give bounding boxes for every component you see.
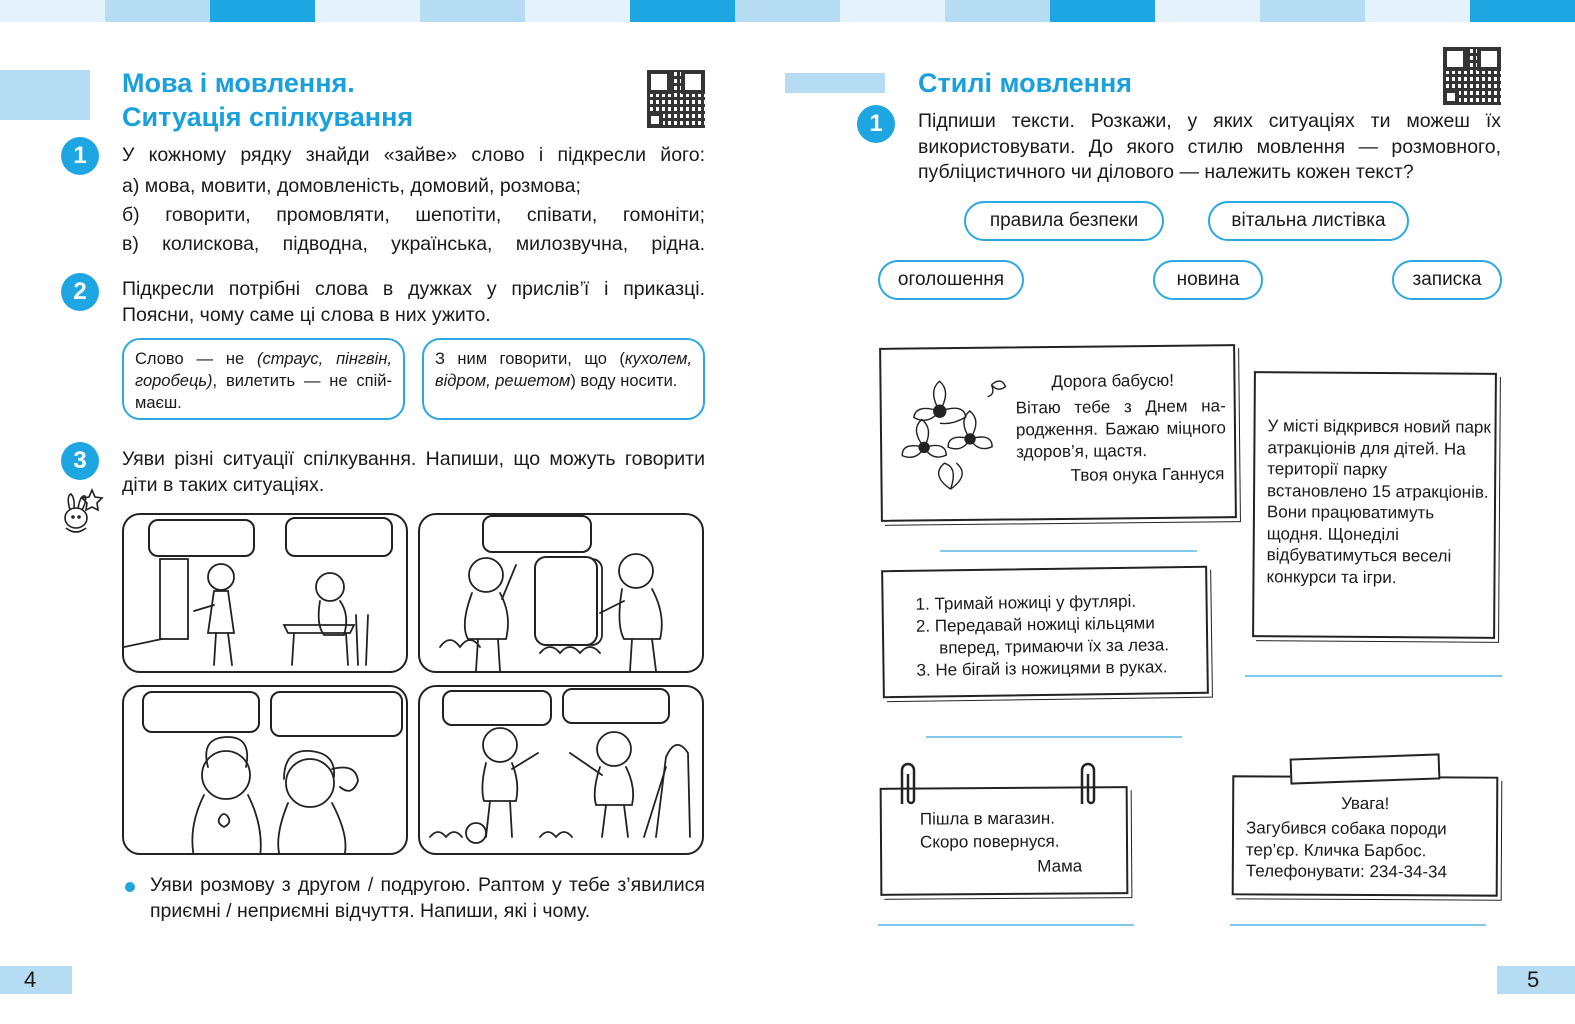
page-number-right: 5 xyxy=(1497,966,1575,994)
greeting-card-salutation: Дорога бабусю! xyxy=(1051,370,1175,392)
greeting-card-signature: Твоя онука Ганнуся xyxy=(1070,464,1225,485)
qr-code-right[interactable] xyxy=(1443,47,1501,105)
page-number-left: 4 xyxy=(0,966,72,994)
rule-1: 1. Тримай ножиці у футлярі. xyxy=(915,591,1137,614)
note-line-2: Скоро повернуся. xyxy=(919,831,1060,852)
note-signature: Мама xyxy=(1037,856,1083,876)
rule-2: 2. Передавай ножиці кільцями вперед, тримаючи їх за леза. xyxy=(915,613,1170,658)
task-1-line-c[interactable]: в) колискова, підводна, українська, милозвучна, рідна. xyxy=(122,233,705,255)
rules-card xyxy=(881,566,1209,699)
bullet-task: Уяви розмову з другом / подругою. Раптом у тебе з’явилися приємні / неприємні відчуття. Напиши, які і чому. xyxy=(150,874,705,922)
speech-bubble-4b[interactable] xyxy=(562,688,670,724)
answer-line-rules[interactable] xyxy=(926,736,1182,738)
speech-bubble-3a[interactable] xyxy=(142,691,260,733)
task-1-line-b[interactable]: б) говорити, промовляти, шепотіти, співати, гомоніти; xyxy=(122,204,705,226)
paper-clip-icon xyxy=(1076,760,1100,810)
task-1 xyxy=(122,142,705,259)
answer-line-note[interactable] xyxy=(878,924,1134,926)
task-2-instruction: Підкресли потрібні слова в дужках у прислів’ї і приказці. Поясни, чому саме ці слова в них ужито. xyxy=(122,278,705,326)
right-page-title: Стилі мовлення xyxy=(918,68,1133,98)
label-note[interactable]: записка xyxy=(1392,260,1502,300)
speech-bubble-1a[interactable] xyxy=(148,519,255,557)
rules-list xyxy=(915,590,1206,682)
task-number-2: 2 xyxy=(61,273,99,311)
task-number-right-1: 1 xyxy=(857,105,895,143)
news-card xyxy=(1252,371,1497,639)
bullet-dot xyxy=(125,882,135,892)
label-greeting-card[interactable]: вітальна листівка xyxy=(1208,201,1409,241)
proverb-bubble-2[interactable]: З ним говорити, що (кухолем, відром, решетом) воду носити. xyxy=(422,338,705,420)
speech-bubble-2b[interactable] xyxy=(534,556,598,646)
announcement-heading: Увага! xyxy=(1341,793,1390,814)
answer-line-greeting[interactable] xyxy=(940,550,1197,552)
speech-bubble-2a[interactable] xyxy=(482,515,592,553)
greeting-card xyxy=(879,344,1237,522)
label-announcement[interactable]: оголошення xyxy=(878,260,1024,300)
proverb-bubble-1[interactable]: Слово — не (страус, пінгвін, горобець), вилетить — не спіймаєш. xyxy=(122,338,405,420)
flowers-butterfly-icon xyxy=(889,370,1020,501)
speech-bubble-4a[interactable] xyxy=(442,690,552,726)
answer-line-announcement[interactable] xyxy=(1230,924,1486,926)
rule-3: 3. Не бігай із ножицями в руках. xyxy=(916,657,1168,680)
task-1-line-a[interactable]: а) мова, мовити, домовленість, домовий, розмова; xyxy=(122,175,581,197)
bunny-star-icon xyxy=(56,486,110,538)
left-title-marker xyxy=(0,70,90,120)
note-line-1: Пішла в магазин. xyxy=(919,808,1056,829)
news-text: У місті відкрився новий парк атракціонів для дітей. На території парку встановлено 15 атракціонів. Вони працюватимуть щодня. Щонеділі відбуватимуться веселі конкурси та ігри. xyxy=(1266,416,1491,587)
answer-line-news[interactable] xyxy=(1245,675,1502,677)
task-1-instruction: У кожному рядку знайди «зайве» слово і підкресли його: xyxy=(122,144,705,166)
left-page-title: Мова і мовлення. Ситуація спілкування xyxy=(122,68,414,132)
label-news[interactable]: новина xyxy=(1153,260,1263,300)
announcement-banner xyxy=(1290,753,1441,784)
speech-bubble-1b[interactable] xyxy=(285,517,393,557)
task-number-3: 3 xyxy=(61,442,99,480)
qr-code-left[interactable] xyxy=(647,70,705,128)
announcement-card xyxy=(1232,775,1499,896)
top-stripe xyxy=(0,0,1575,22)
right-title-marker xyxy=(785,73,885,93)
greeting-card-body: Вітаю тебе з Днем народження. Бажаю міцного здоров’я, щастя. xyxy=(1015,396,1227,462)
speech-bubble-3b[interactable] xyxy=(270,691,403,737)
label-safety-rules[interactable]: правила безпеки xyxy=(964,201,1164,241)
paper-clip-icon xyxy=(896,760,920,810)
task-3-instruction: Уяви різні ситуації спілкування. Напиши, що можуть говорити діти в таких ситуаціях. xyxy=(122,448,705,496)
right-task-instruction: Підпиши тексти. Розкажи, у яких ситуаціях ти можеш їх використовувати. До якого стилю мовлення — розмовного, публіцистичного чи ділового — належить кожен текст? xyxy=(918,110,1501,183)
announcement-body: Загубився собака породи тер’єр. Кличка Барбос. Телефонувати: 234-34-34 xyxy=(1245,818,1448,882)
task-number-1: 1 xyxy=(61,137,99,175)
